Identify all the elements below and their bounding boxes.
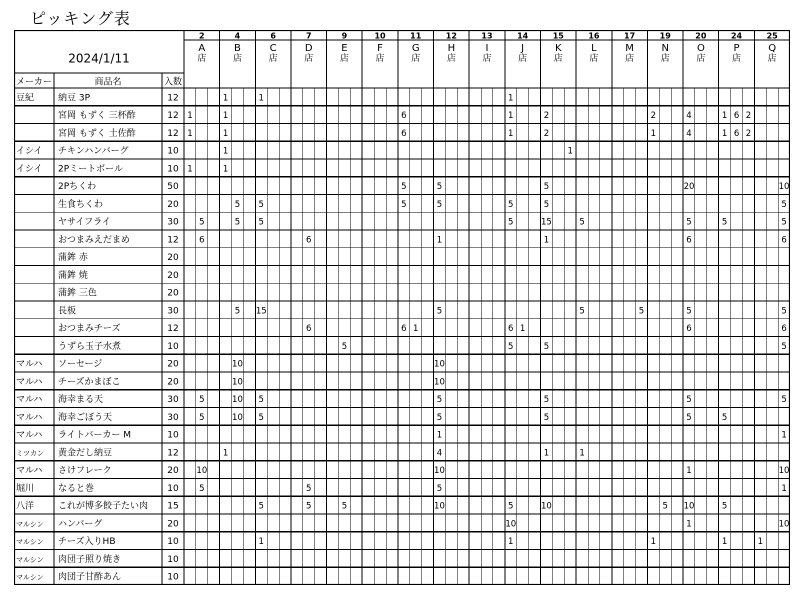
- quantity-value: 5: [199, 217, 205, 228]
- quantity-value: 5: [258, 501, 264, 512]
- qty-header: 入数: [163, 77, 183, 88]
- quantity-value: 1: [222, 93, 229, 104]
- quantity-value: 5: [199, 395, 205, 406]
- picking-table: [14, 30, 790, 585]
- quantity-value: 6: [401, 128, 407, 139]
- maker-cell: ミツカン: [16, 449, 44, 458]
- quantity-value: 2: [650, 111, 657, 122]
- maker-cell: マルシン: [16, 555, 44, 564]
- store-number: 25: [766, 31, 778, 41]
- quantity-value: 10: [778, 182, 790, 193]
- store-code: E: [341, 43, 348, 54]
- product-cell: 2Pちくわ: [58, 182, 97, 193]
- maker-cell: マルシン: [16, 573, 44, 582]
- store-code: C: [269, 43, 277, 54]
- product-cell: ソーセージ: [58, 359, 103, 370]
- qty-cell: 20: [167, 359, 179, 370]
- product-cell: 肉団子照り焼き: [58, 554, 122, 565]
- store-number: 16: [588, 31, 600, 41]
- maker-cell: 八洋: [16, 501, 35, 512]
- store-code: Q: [768, 43, 777, 54]
- qty-cell: 20: [167, 519, 179, 530]
- quantity-value: 6: [306, 324, 312, 335]
- quantity-value: 5: [436, 483, 443, 494]
- quantity-value: 5: [508, 199, 514, 210]
- quantity-value: 5: [781, 306, 787, 317]
- product-cell: 蒲鉾 三色: [58, 288, 97, 299]
- qty-cell: 20: [167, 377, 179, 388]
- quantity-value: 5: [258, 199, 264, 210]
- quantity-value: 1: [543, 235, 550, 246]
- quantity-value: 5: [199, 483, 205, 494]
- quantity-value: 1: [508, 93, 514, 104]
- store-suffix: 店: [589, 54, 599, 64]
- quantity-value: 5: [234, 217, 241, 228]
- quantity-value: 10: [778, 519, 790, 530]
- quantity-value: 1: [686, 466, 692, 477]
- quantity-value: 5: [781, 395, 787, 406]
- quantity-value: 5: [543, 199, 550, 210]
- quantity-value: 20: [683, 182, 695, 193]
- quantity-value: 5: [721, 217, 728, 228]
- quantity-value: 1: [258, 537, 264, 548]
- store-code: M: [625, 43, 634, 54]
- quantity-value: 10: [232, 395, 243, 406]
- product-cell: これが博多餃子たい肉: [58, 501, 149, 512]
- quantity-value: 6: [733, 128, 740, 139]
- quantity-value: 10: [232, 377, 243, 388]
- quantity-value: 1: [721, 537, 728, 548]
- product-cell: 肉団子甘酢あん: [58, 572, 122, 583]
- quantity-value: 1: [222, 146, 229, 157]
- quantity-value: 5: [543, 412, 550, 423]
- quantity-value: 5: [721, 412, 728, 423]
- qty-cell: 20: [167, 270, 179, 281]
- store-suffix: 店: [696, 54, 706, 64]
- product-cell: 宮岡 もずく 三杯酢: [58, 111, 136, 122]
- quantity-value: 5: [258, 217, 264, 228]
- store-number: 13: [481, 31, 493, 41]
- quantity-value: 1: [519, 324, 526, 335]
- maker-cell: 堀川: [16, 483, 35, 494]
- product-cell: 長板: [58, 306, 77, 317]
- quantity-value: 5: [579, 306, 585, 317]
- quantity-value: 10: [434, 359, 445, 370]
- quantity-value: 6: [401, 324, 407, 335]
- qty-cell: 12: [167, 235, 179, 246]
- quantity-value: 1: [436, 430, 443, 441]
- store-code: K: [555, 43, 562, 54]
- quantity-value: 4: [436, 448, 443, 459]
- quantity-value: 10: [505, 519, 517, 530]
- quantity-value: 5: [579, 217, 585, 228]
- quantity-value: 1: [258, 93, 264, 104]
- store-suffix: 店: [625, 54, 635, 64]
- store-suffix: 店: [375, 54, 385, 64]
- qty-cell: 12: [167, 128, 179, 139]
- quantity-value: 5: [781, 199, 787, 210]
- picking-grid: [14, 30, 790, 585]
- product-cell: チキンハンバーグ: [58, 146, 129, 157]
- store-number: 6: [270, 31, 276, 41]
- quantity-value: 15: [540, 217, 552, 228]
- quantity-value: 5: [508, 501, 514, 512]
- quantity-value: 5: [686, 306, 692, 317]
- quantity-value: 5: [258, 412, 264, 423]
- quantity-value: 2: [745, 111, 752, 122]
- product-cell: 納豆 3P: [58, 93, 91, 104]
- product-cell: 2Pミートボール: [58, 164, 123, 175]
- store-number: 4: [234, 31, 241, 41]
- quantity-value: 1: [721, 128, 728, 139]
- quantity-value: 5: [234, 199, 241, 210]
- quantity-value: 6: [686, 235, 692, 246]
- quantity-value: 5: [341, 501, 348, 512]
- store-suffix: 店: [446, 54, 456, 64]
- store-code: B: [234, 43, 241, 54]
- qty-cell: 10: [167, 164, 179, 175]
- quantity-value: 1: [187, 164, 193, 175]
- quantity-value: 1: [543, 448, 550, 459]
- store-suffix: 店: [767, 54, 777, 64]
- quantity-value: 1: [508, 537, 514, 548]
- quantity-value: 5: [781, 217, 787, 228]
- product-cell: おつまみえだまめ: [58, 235, 130, 246]
- quantity-value: 1: [567, 146, 573, 157]
- product-cell: ハンバーグ: [58, 519, 103, 530]
- qty-cell: 12: [167, 111, 179, 122]
- quantity-value: 5: [686, 395, 692, 406]
- quantity-value: 1: [781, 430, 787, 441]
- quantity-value: 1: [222, 164, 229, 175]
- quantity-value: 10: [232, 412, 243, 423]
- store-number: 9: [341, 31, 348, 41]
- store-number: 12: [445, 31, 457, 41]
- quantity-value: 5: [543, 182, 550, 193]
- quantity-value: 1: [436, 235, 443, 246]
- maker-cell: マルハ: [16, 430, 43, 441]
- qty-cell: 15: [167, 501, 179, 512]
- qty-cell: 20: [167, 466, 179, 477]
- product-cell: チーズかまぼこ: [58, 377, 121, 388]
- quantity-value: 1: [757, 537, 764, 548]
- maker-cell: イシイ: [16, 146, 43, 157]
- quantity-value: 5: [234, 306, 241, 317]
- quantity-value: 1: [579, 448, 585, 459]
- quantity-value: 1: [222, 448, 229, 459]
- quantity-value: 6: [199, 235, 205, 246]
- store-number: 10: [374, 31, 386, 41]
- quantity-value: 10: [540, 501, 552, 512]
- product-cell: うずら玉子水煮: [58, 341, 122, 352]
- store-code: J: [521, 43, 525, 54]
- quantity-value: 5: [508, 341, 514, 352]
- product-cell: なると巻: [58, 483, 95, 494]
- product-cell: 海幸まる天: [58, 395, 104, 406]
- product-cell: ヤサイフライ: [58, 217, 111, 228]
- store-number: 15: [552, 31, 564, 41]
- quantity-value: 5: [686, 217, 692, 228]
- qty-cell: 30: [167, 412, 179, 423]
- date-label: 2024/1/11: [68, 51, 130, 66]
- quantity-value: 1: [781, 483, 787, 494]
- store-suffix: 店: [732, 54, 742, 64]
- quantity-value: 5: [543, 395, 550, 406]
- product-cell: さけフレーク: [58, 466, 112, 477]
- quantity-value: 2: [745, 128, 752, 139]
- quantity-value: 6: [781, 324, 787, 335]
- maker-cell: マルハ: [16, 466, 43, 477]
- qty-cell: 50: [167, 182, 179, 193]
- quantity-value: 1: [508, 111, 514, 122]
- quantity-value: 5: [436, 306, 443, 317]
- quantity-value: 5: [638, 306, 645, 317]
- quantity-value: 5: [199, 412, 205, 423]
- qty-cell: 20: [167, 288, 179, 299]
- store-number: 17: [624, 31, 636, 41]
- quantity-value: 1: [222, 111, 229, 122]
- maker-cell: 豆紀: [16, 93, 35, 104]
- store-suffix: 店: [660, 54, 670, 64]
- quantity-value: 6: [401, 111, 407, 122]
- quantity-value: 5: [258, 395, 264, 406]
- quantity-value: 5: [401, 199, 407, 210]
- quantity-value: 6: [508, 324, 514, 335]
- quantity-value: 6: [306, 235, 312, 246]
- store-code: L: [591, 43, 597, 54]
- maker-cell: マルシン: [16, 520, 44, 529]
- store-code: N: [661, 43, 669, 54]
- page-title: ピッキング表: [30, 9, 131, 28]
- product-cell: 蒲鉾 赤: [58, 253, 88, 264]
- quantity-value: 5: [781, 341, 787, 352]
- quantity-value: 10: [683, 501, 695, 512]
- product-cell: 宮岡 もずく 土佐酢: [58, 128, 136, 139]
- quantity-value: 5: [436, 182, 443, 193]
- quantity-value: 5: [686, 412, 692, 423]
- store-suffix: 店: [518, 54, 528, 64]
- quantity-value: 5: [341, 341, 348, 352]
- quantity-value: 1: [187, 128, 193, 139]
- quantity-value: 5: [401, 182, 407, 193]
- quantity-value: 5: [721, 501, 728, 512]
- maker-cell: マルハ: [16, 359, 43, 370]
- quantity-value: 15: [255, 306, 267, 317]
- quantity-value: 1: [412, 324, 419, 335]
- qty-cell: 10: [167, 572, 179, 583]
- quantity-value: 4: [686, 111, 692, 122]
- store-number: 19: [659, 31, 671, 41]
- qty-cell: 10: [167, 537, 179, 548]
- store-code: D: [304, 43, 313, 54]
- quantity-value: 10: [232, 359, 243, 370]
- quantity-value: 1: [508, 128, 514, 139]
- qty-cell: 20: [167, 253, 179, 264]
- quantity-value: 10: [196, 466, 208, 477]
- store-number: 11: [410, 31, 422, 41]
- product-cell: 生食ちくわ: [58, 199, 104, 210]
- store-code: G: [411, 43, 420, 54]
- quantity-value: 5: [543, 341, 550, 352]
- quantity-value: 10: [434, 466, 445, 477]
- quantity-value: 5: [436, 199, 443, 210]
- qty-cell: 10: [167, 430, 179, 441]
- qty-cell: 30: [167, 306, 179, 317]
- store-suffix: 店: [197, 54, 207, 64]
- store-number: 24: [730, 31, 743, 41]
- qty-cell: 12: [167, 448, 179, 459]
- qty-cell: 30: [167, 395, 179, 406]
- store-suffix: 店: [482, 54, 492, 64]
- quantity-value: 1: [721, 111, 728, 122]
- maker-cell: マルハ: [16, 377, 43, 388]
- quantity-value: 1: [650, 128, 657, 139]
- store-suffix: 店: [339, 54, 349, 64]
- product-cell: おつまみチーズ: [58, 324, 121, 335]
- store-number: 7: [305, 31, 312, 41]
- qty-cell: 10: [167, 146, 179, 157]
- quantity-value: 2: [543, 111, 550, 122]
- store-suffix: 店: [232, 54, 242, 64]
- quantity-value: 10: [434, 377, 445, 388]
- store-number: 20: [695, 31, 707, 41]
- qty-cell: 10: [167, 341, 179, 352]
- qty-cell: 10: [167, 554, 179, 565]
- quantity-value: 1: [650, 537, 657, 548]
- maker-cell: マルハ: [16, 395, 43, 406]
- quantity-value: 6: [686, 324, 692, 335]
- product-header: 商品名: [94, 77, 122, 88]
- quantity-value: 5: [306, 501, 312, 512]
- quantity-value: 5: [436, 412, 443, 423]
- qty-cell: 30: [167, 217, 179, 228]
- qty-cell: 20: [167, 199, 179, 210]
- qty-cell: 10: [167, 483, 179, 494]
- quantity-value: 1: [187, 111, 193, 122]
- quantity-value: 5: [662, 501, 668, 512]
- quantity-value: 5: [306, 483, 312, 494]
- quantity-value: 5: [508, 217, 514, 228]
- store-suffix: 店: [411, 54, 421, 64]
- maker-cell: マルハ: [16, 412, 43, 423]
- product-cell: 黄金だし納豆: [58, 448, 113, 459]
- store-suffix: 店: [268, 54, 278, 64]
- product-cell: 蒲鉾 焼: [58, 270, 88, 281]
- store-code: H: [447, 43, 456, 54]
- store-suffix: 店: [304, 54, 314, 64]
- product-cell: チーズ入りHB: [58, 537, 116, 548]
- product-cell: 海幸ごぼう天: [58, 412, 113, 423]
- quantity-value: 4: [686, 128, 692, 139]
- store-number: 14: [517, 31, 529, 41]
- product-cell: ライトバーカー M: [58, 430, 131, 441]
- maker-header: メーカー: [16, 77, 52, 88]
- quantity-value: 1: [686, 519, 692, 530]
- store-code: A: [198, 43, 206, 54]
- store-code: O: [696, 43, 705, 54]
- qty-cell: 12: [167, 324, 179, 335]
- quantity-value: 2: [543, 128, 550, 139]
- quantity-value: 6: [733, 111, 740, 122]
- store-number: 2: [199, 31, 205, 41]
- qty-cell: 12: [167, 93, 179, 104]
- maker-cell: マルシン: [16, 538, 44, 547]
- store-code: I: [485, 43, 489, 54]
- store-code: F: [377, 43, 383, 54]
- store-suffix: 店: [553, 54, 563, 64]
- store-code: P: [733, 43, 740, 54]
- maker-cell: イシイ: [16, 164, 43, 175]
- quantity-value: 1: [222, 128, 229, 139]
- quantity-value: 6: [781, 235, 787, 246]
- quantity-value: 5: [436, 395, 443, 406]
- quantity-value: 10: [434, 501, 445, 512]
- quantity-value: 10: [778, 466, 790, 477]
